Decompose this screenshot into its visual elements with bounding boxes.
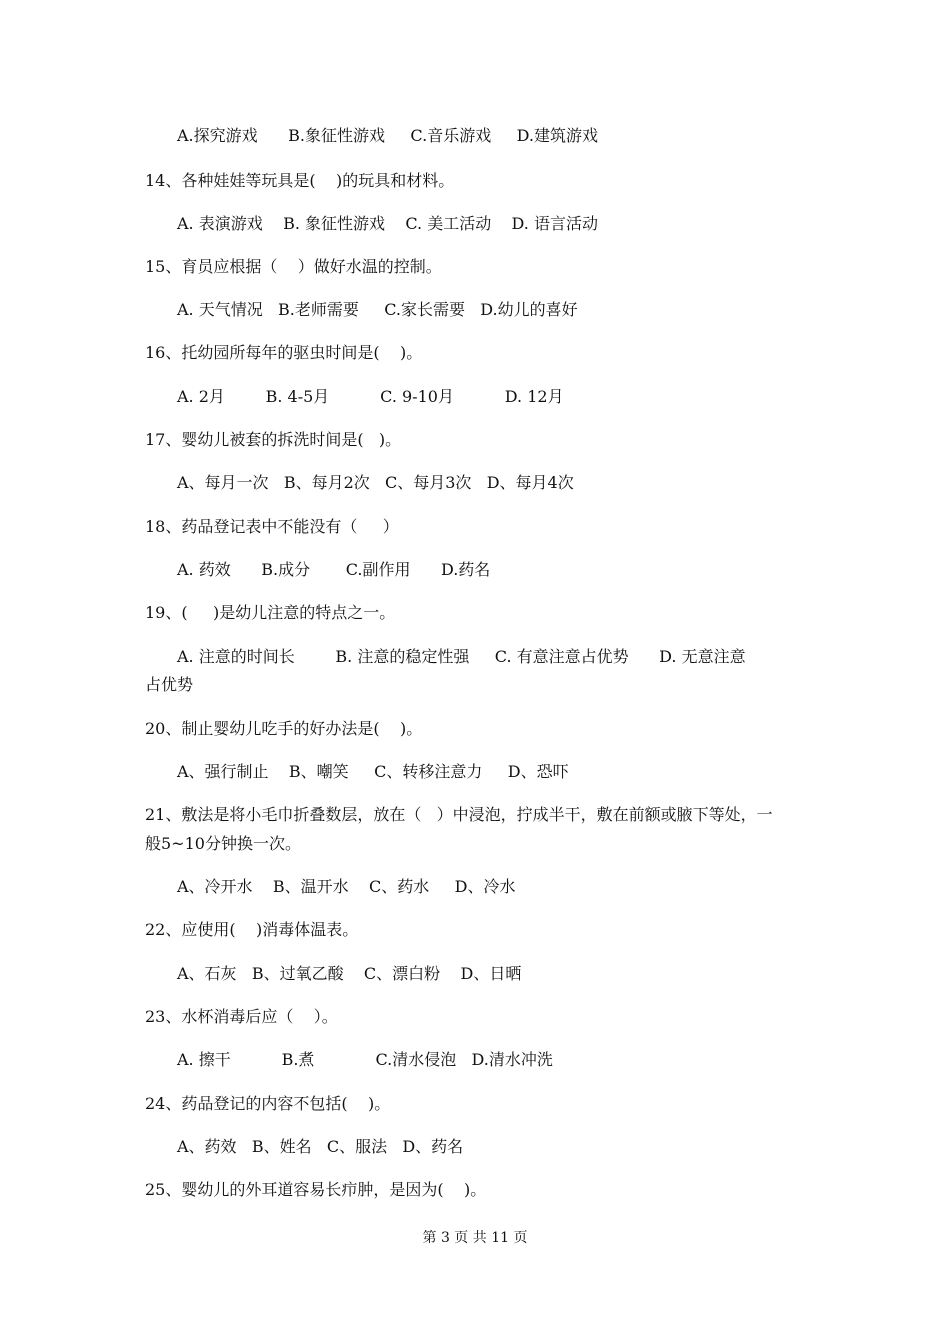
question-24-options: A、药效 B、姓名 C、服法 D、药名 <box>177 1137 464 1156</box>
question-24: 24、药品登记的内容不包括( )。 <box>145 1094 391 1113</box>
question-15: 15、育员应根据（ ）做好水温的控制。 <box>145 257 442 276</box>
question-21-line2: 般5~10分钟换一次。 <box>145 834 301 853</box>
question-21-options: A、冷开水 B、温开水 C、药水 D、冷水 <box>177 877 516 896</box>
question-23: 23、水杯消毒后应（ ）。 <box>145 1007 338 1026</box>
question-25: 25、婴幼儿的外耳道容易长疖肿，是因为( )。 <box>145 1180 487 1199</box>
question-16-options: A. 2月 B. 4-5月 C. 9-10月 D. 12月 <box>177 387 564 406</box>
question-22: 22、应使用( )消毒体温表。 <box>145 920 359 939</box>
question-15-options: A. 天气情况 B.老师需要 C.家长需要 D.幼儿的喜好 <box>177 300 578 319</box>
question-19-options-line2: 占优势 <box>145 675 194 694</box>
question-13-options: A.探究游戏 B.象征性游戏 C.音乐游戏 D.建筑游戏 <box>177 126 598 145</box>
question-21-line1: 21、敷法是将小毛巾折叠数层，放在（ ）中浸泡，拧成半干，敷在前额或腋下等处，一 <box>145 805 773 824</box>
question-18: 18、药品登记表中不能没有（ ） <box>145 517 399 536</box>
question-14: 14、各种娃娃等玩具是( )的玩具和材料。 <box>145 171 455 190</box>
question-17-options: A、每月一次 B、每月2次 C、每月3次 D、每月4次 <box>177 473 574 492</box>
question-20: 20、制止婴幼儿吃手的好办法是( )。 <box>145 719 423 738</box>
question-19: 19、( )是幼儿注意的特点之一。 <box>145 603 396 622</box>
question-14-options: A. 表演游戏 B. 象征性游戏 C. 美工活动 D. 语言活动 <box>177 214 598 233</box>
question-17: 17、婴幼儿被套的拆洗时间是( )。 <box>145 430 402 449</box>
question-19-options-line1: A. 注意的时间长 B. 注意的稳定性强 C. 有意注意占优势 D. 无意注意 <box>177 647 746 666</box>
question-22-options: A、石灰 B、过氧乙酸 C、漂白粉 D、日晒 <box>177 964 522 983</box>
question-18-options: A. 药效 B.成分 C.副作用 D.药名 <box>177 560 491 579</box>
question-23-options: A. 擦干 B.煮 C.清水侵泡 D.清水冲洗 <box>177 1050 553 1069</box>
question-20-options: A、强行制止 B、嘲笑 C、转移注意力 D、恐吓 <box>177 762 569 781</box>
question-16: 16、托幼园所每年的驱虫时间是( )。 <box>145 343 423 362</box>
page-footer: 第 3 页 共 11 页 <box>422 1230 528 1246</box>
